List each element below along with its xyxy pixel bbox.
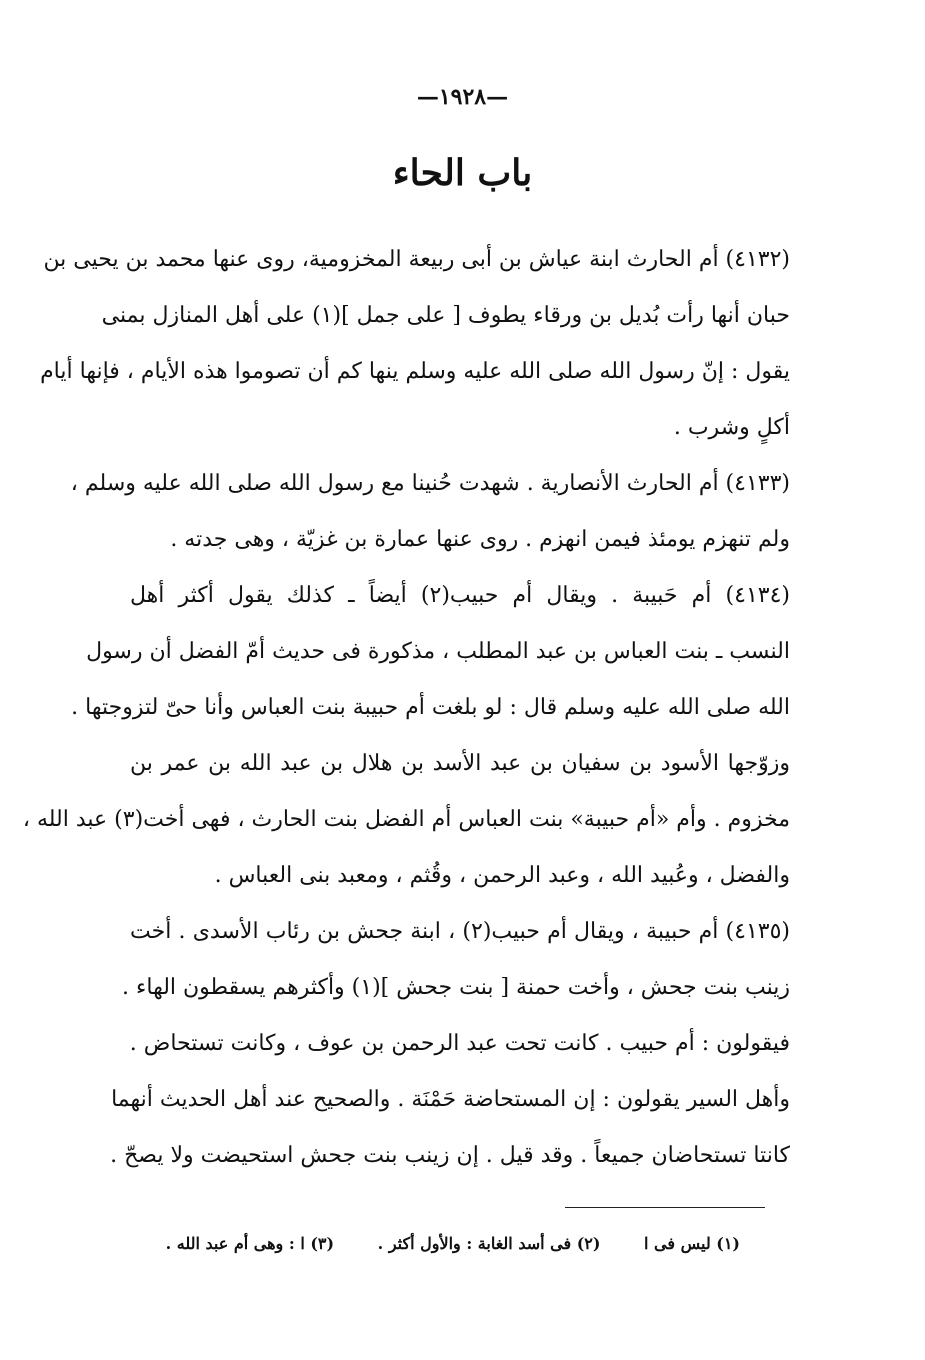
text-line: فيقولون : أم حبيب . كانت تحت عبد الرحمن بن عوف ، وكانت تستحاض . xyxy=(129,1031,790,1056)
text-line: يقول : إنّ رسول الله صلى الله عليه وسلم ينها كم أن تصوموا هذه الأيام ، فإنها أيام xyxy=(40,359,790,384)
text-line: (٤١٣٤) أم حَبيبة . ويقال أم حبيب(٢) أيضاً ـ كذلك يقول أكثر أهل xyxy=(130,583,790,608)
text-line: النسب ـ بنت العباس بن عبد المطلب ، مذكورة فى حديث أمّ الفضل أن رسول xyxy=(86,639,790,664)
page-number: —١٩٢٨— xyxy=(416,84,509,110)
text-line: ولم تنهزم يومئذ فيمن انهزم . روى عنها عمارة بن غزيّة ، وهى جدته . xyxy=(170,527,790,552)
text-line: كانتا تستحاضان جميعاً . وقد قيل . إن زينب بنت جحش استحيضت ولا يصحّ . xyxy=(110,1143,790,1168)
text-line: مخزوم . وأم «أم حبيبة» بنت العباس أم الفضل بنت الحارث ، فهى أخت(٣) عبد الله ، xyxy=(22,807,790,832)
body-text xyxy=(22,232,790,1184)
footnote: (٣) ا : وهى أم عبد الله . xyxy=(165,1234,335,1253)
text-line: وزوّجها الأسود بن سفيان بن عبد الأسد بن هلال بن عبد الله بن عمر بن xyxy=(130,751,790,776)
text-line: زينب بنت جحش ، وأخت حمنة [ بنت جحش ](١) وأكثرهم يسقطون الهاء . xyxy=(122,975,790,1000)
chapter-title: باب الحاء xyxy=(392,152,533,194)
text-line: (٤١٣٢) أم الحارث ابنة عياش بن أبى ربيعة المخزومية، روى عنها محمد بن يحيى بن xyxy=(43,247,790,272)
text-line: والفضل ، وعُبيد الله ، وعبد الرحمن ، وقُثم ، ومعبد بنى العباس . xyxy=(214,863,790,888)
footnotes xyxy=(140,1234,740,1253)
text-line: (٤١٣٣) أم الحارث الأنصارية . شهدت حُنينا مع رسول الله صلى الله عليه وسلم ، xyxy=(70,471,790,496)
text-line: حبان أنها رأت بُديل بن ورقاء يطوف [ على جمل ](١) على أهل المنازل بمنى xyxy=(101,303,790,328)
text-line: الله صلى الله عليه وسلم قال : لو بلغت أم حبيبة بنت العباس وأنا حىّ لتزوجتها . xyxy=(71,695,790,720)
footnote: (٢) فى أسد الغابة : والأول أكثر . xyxy=(377,1234,601,1253)
footnote-divider xyxy=(565,1207,765,1208)
text-line: أكلٍ وشرب . xyxy=(673,415,790,440)
text-line: (٤١٣٥) أم حبيبة ، ويقال أم حبيب(٢) ، ابنة جحش بن رئاب الأسدى . أخت xyxy=(130,919,790,944)
text-line: وأهل السير يقولون : إن المستحاضة حَمْنَة . والصحيح عند أهل الحديث أنهما xyxy=(111,1087,790,1112)
footnote: (١) ليس فى ا xyxy=(644,1234,740,1253)
